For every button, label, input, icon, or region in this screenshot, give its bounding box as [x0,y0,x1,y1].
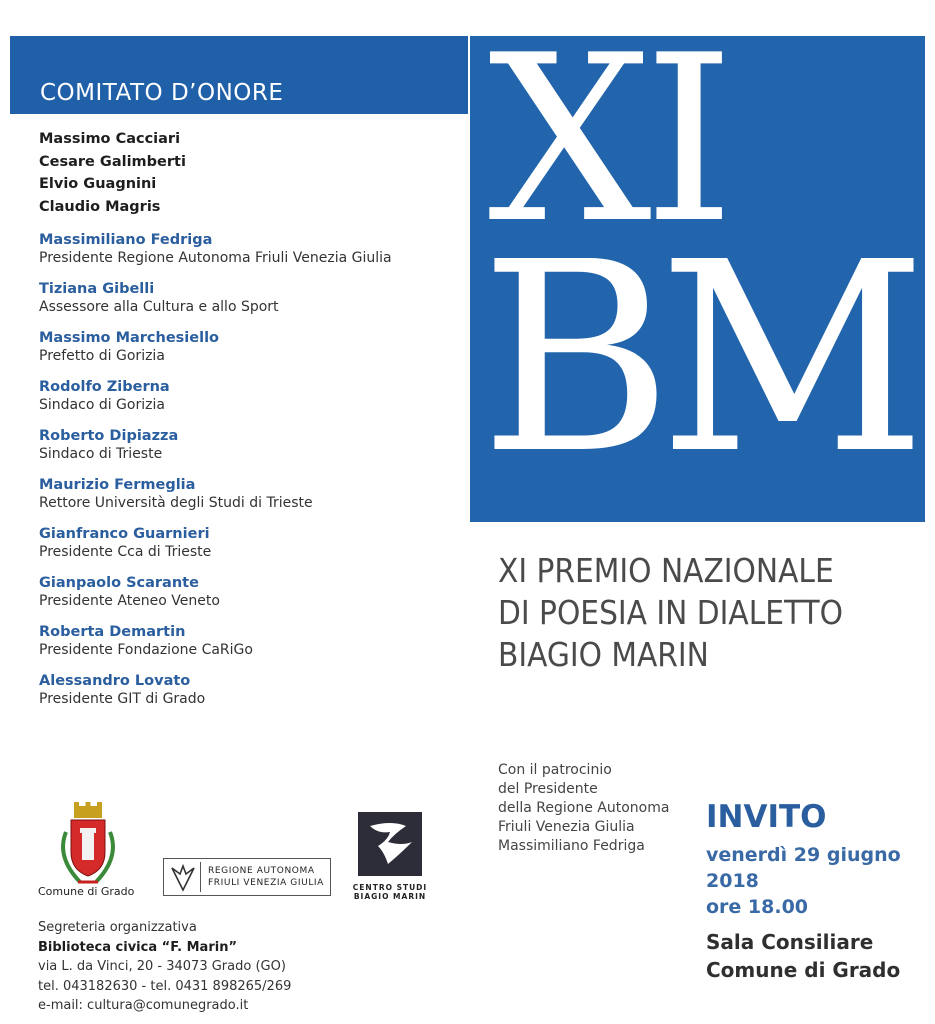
region-logo [163,858,331,896]
invite-venue-line: Sala Consiliare [706,930,874,954]
eagle-icon [170,862,196,892]
honor-names-list [39,128,186,218]
honor-name: Claudio Magris [39,198,161,215]
member-role: Presidente GIT di Grado [39,691,206,707]
member-role: Rettore Università degli Studi di Trieste [39,495,313,511]
member-role: Presidente Fondazione CaRiGo [39,642,253,658]
member-name: Alessandro Lovato [39,673,191,689]
patronage-line: Con il patrocinio [498,762,612,778]
honor-name: Cesare Galimberti [39,153,186,170]
member-name: Roberto Dipiazza [39,428,179,444]
grado-logo-label: Comune di Grado [38,885,135,898]
award-title-line: DI POESIA IN DIALETTO [498,593,844,632]
secretariat-block [38,918,291,1016]
invite-venue-line: Comune di Grado [706,958,901,982]
xibm-banner [470,36,925,522]
member-name: Massimiliano Fedriga [39,232,213,248]
member-entry [39,476,392,512]
member-role: Sindaco di Trieste [39,446,163,462]
centro-studi-logo-icon [358,812,422,876]
invite-date-line: ore 18.00 [706,896,809,918]
secretariat-label: Segreteria organizzativa [38,920,197,935]
member-role: Presidente Ateneo Veneto [39,593,220,609]
invite-date-line: 2018 [706,870,759,892]
secretariat-org: Biblioteca civica “F. Marin” [38,939,237,955]
secretariat-email: e-mail: cultura@comunegrado.it [38,998,249,1013]
invite-date-line: venerdì 29 giugno [706,844,901,866]
secretariat-address: via L. da Vinci, 20 - 34073 Grado (GO) [38,959,286,974]
award-title [498,550,843,676]
member-role: Presidente Regione Autonoma Friuli Venezia Giulia [39,250,392,266]
member-role: Prefetto di Gorizia [39,348,165,364]
member-name: Tiziana Gibelli [39,281,155,297]
member-entry [39,574,392,610]
invite-title: INVITO [706,799,827,835]
big-xi-text: XI [488,36,727,274]
member-role: Assessore alla Cultura e allo Sport [39,299,279,315]
member-entry [39,280,392,316]
honor-name: Elvio Guagnini [39,176,157,192]
centro-studi-line2: BIAGIO MARIN [353,892,427,901]
member-entry [39,525,392,561]
member-entry [39,378,392,414]
patronage-line: del Presidente [498,781,598,797]
award-title-line: XI PREMIO NAZIONALE [498,551,834,590]
member-entry [39,329,392,365]
award-title-line: BIAGIO MARIN [498,635,709,674]
committee-members-list [39,231,392,721]
member-name: Gianpaolo Scarante [39,575,199,591]
left-panel [10,36,468,1016]
patronage-line: Massimiliano Fedriga [498,838,645,854]
member-role: Presidente Cca di Trieste [39,544,212,560]
member-entry [39,231,392,267]
member-name: Rodolfo Ziberna [39,379,170,395]
member-role: Sindaco di Gorizia [39,397,165,413]
member-name: Massimo Marchesiello [39,330,220,346]
member-name: Gianfranco Guarnieri [39,526,210,542]
member-entry [39,672,392,708]
member-entry [39,623,392,659]
patronage-text [498,761,669,856]
centro-studi-line1: CENTRO STUDI [352,883,428,892]
patronage-line: della Regione Autonoma [498,800,670,816]
invite-date [706,842,901,920]
region-logo-line2: FRIULI VENEZIA GIULIA [208,878,324,888]
invite-venue [706,928,901,984]
secretariat-phone: tel. 043182630 - tel. 0431 898265/269 [38,978,292,994]
region-logo-line1: REGIONE AUTONOMA [208,866,315,876]
patronage-line: Friuli Venezia Giulia [498,819,635,835]
big-bm-text: BM [480,206,913,511]
member-entry [39,427,392,463]
honor-committee-title: COMITATO D’ONORE [40,80,284,106]
invite-block [706,798,901,984]
member-name: Roberta Demartin [39,624,186,640]
member-name: Maurizio Fermeglia [39,477,196,493]
honor-name: Massimo Cacciari [39,131,181,147]
region-logo-divider [200,862,201,892]
